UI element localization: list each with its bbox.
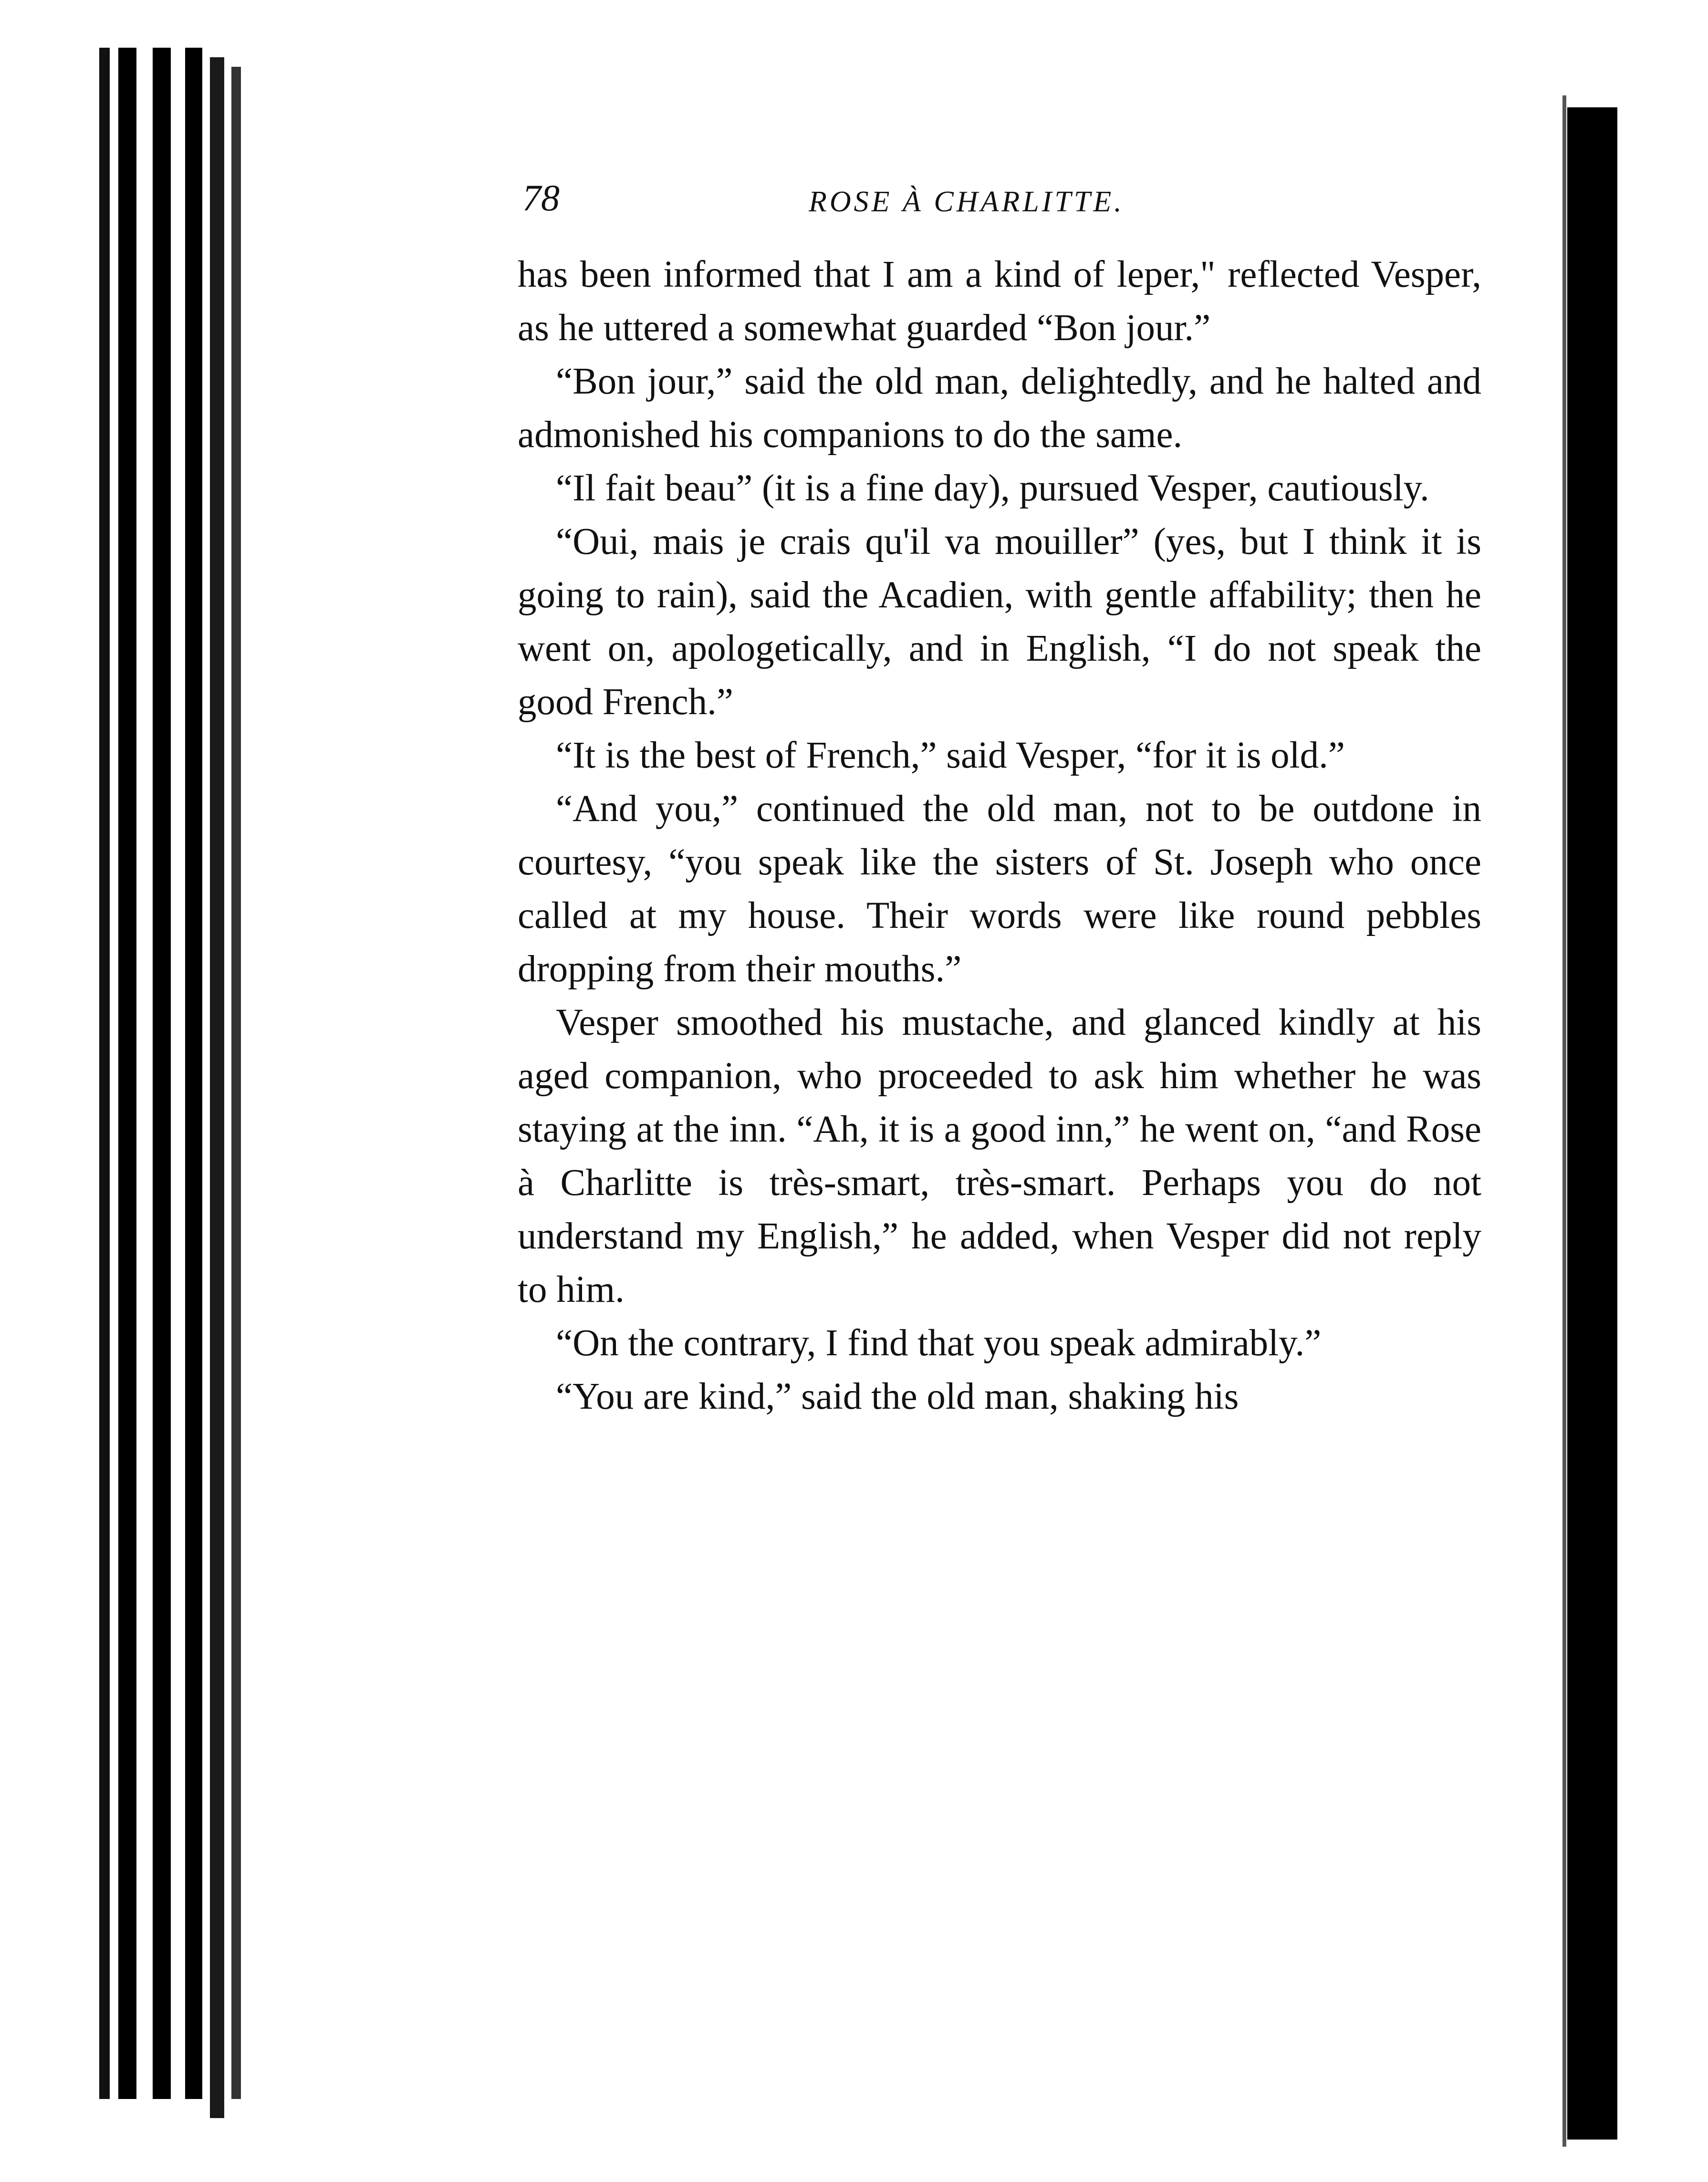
paragraph: “And you,” continued the old man, not to be outdone in courtesy, “you speak like the sisters of St. Joseph who once called at my house. Their words were like round pebbles dropping from their mouths.” — [518, 788, 1481, 990]
paragraph: “You are kind,” said the old man, shaking his — [556, 1376, 1239, 1417]
page-number: 78 — [522, 177, 560, 218]
binding-shadow — [99, 48, 110, 2099]
paragraph: “On the contrary, I find that you speak admirably.” — [556, 1322, 1322, 1364]
running-title: ROSE À CHARLITTE. — [809, 186, 1125, 218]
paragraph: has been informed that I am a kind of leper," reflected Vesper, as he uttered a somewhat guarded “Bon jour.” — [518, 254, 1481, 349]
paragraph: “It is the best of French,” said Vesper, “for it is old.” — [556, 735, 1345, 776]
binding-shadow — [185, 48, 202, 2099]
page-edge-shadow — [1562, 95, 1566, 2147]
running-head — [522, 177, 1486, 234]
binding-shadow — [118, 48, 136, 2099]
page-edge-shadow — [1567, 107, 1617, 2140]
binding-shadow — [231, 67, 241, 2099]
paragraph: “Il fait beau” (it is a fine day), pursued Vesper, cautiously. — [556, 468, 1429, 509]
paragraph: “Bon jour,” said the old man, delightedly, and he halted and admonished his companions to do the same. — [518, 361, 1481, 456]
body-text — [518, 248, 1481, 1423]
paragraph: Vesper smoothed his mustache, and glanced kindly at his aged companion, who proceeded to ask him whether he was staying at the inn. “Ah, it is a good inn,” he went on, “and Rose à Charlitte is très-smart, très-smart. Perhaps you do not understand my English,” he added, when Vesper did not reply to him. — [518, 1002, 1481, 1310]
binding-shadow — [210, 57, 224, 2118]
binding-shadow — [153, 48, 171, 2099]
paragraph: “Oui, mais je crais qu'il va mouiller” (yes, but I think it is going to rain), said the Acadien, with gentle affability; then he went on, apologetically, and in English, “I do not speak the good French.” — [518, 521, 1481, 723]
